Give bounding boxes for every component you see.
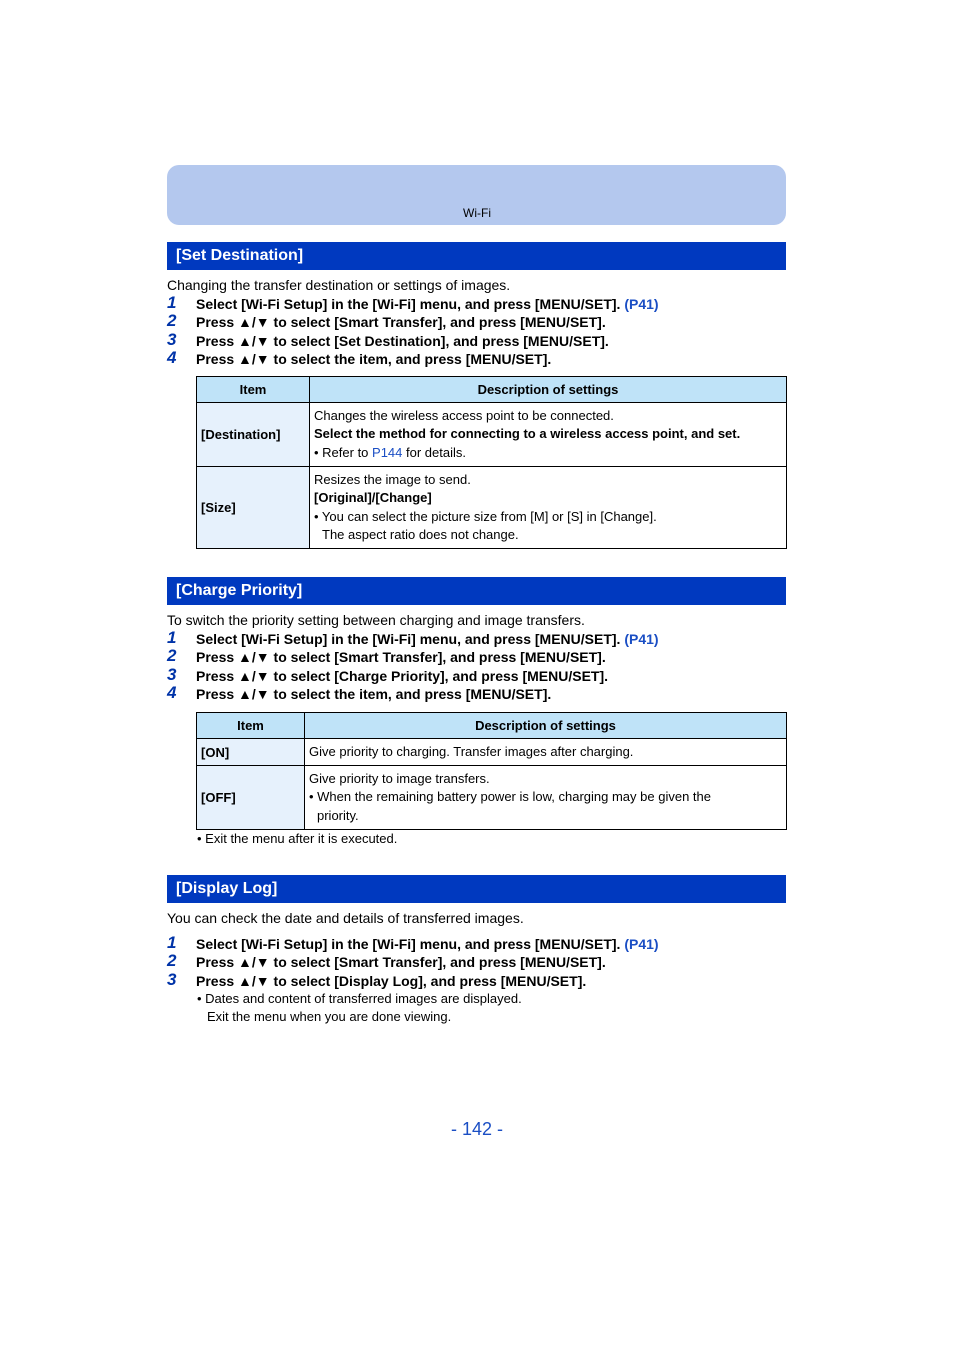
description-line: Give priority to charging. Transfer images after charging. [309, 743, 634, 759]
settings-table-destination [196, 376, 787, 549]
description-line: • You can select the picture size from [M] or [S] in [Change]. [314, 508, 657, 524]
description-line: Give priority to image transfers. [309, 770, 490, 786]
step-number: 1 [167, 628, 177, 647]
step-text: Press ▲/▼ to select [Smart Transfer], and press [MENU/SET]. [196, 954, 606, 970]
step-text: Press ▲/▼ to select [Display Log], and press [MENU/SET]. [196, 973, 587, 989]
table-row [197, 403, 787, 467]
description-line: Resizes the image to send. [314, 471, 471, 487]
note-line: • Dates and content of transferred images are displayed. [197, 991, 522, 1006]
step-text: Press ▲/▼ to select [Smart Transfer], and press [MENU/SET]. [196, 649, 606, 665]
item-description [305, 739, 787, 766]
item-description [310, 467, 787, 549]
description-line: The aspect ratio does not change. [322, 527, 519, 542]
step-text: Press ▲/▼ to select the item, and press [MENU/SET]. [196, 351, 552, 367]
item-description [310, 403, 787, 467]
section-title-display-log: [Display Log] [167, 875, 786, 903]
step-number: 2 [167, 951, 177, 970]
step-number: 3 [167, 970, 177, 989]
step-number: 2 [167, 646, 177, 665]
description-line: [Original]/[Change] [314, 490, 432, 505]
note-line: Exit the menu when you are done viewing. [207, 1009, 452, 1024]
item-name: [Destination] [197, 403, 310, 467]
description-line: Changes the wireless access point to be connected. [314, 407, 614, 423]
step-number: 1 [167, 933, 177, 952]
step-text: Select [Wi-Fi Setup] in the [Wi-Fi] menu, and press [MENU/SET]. [196, 631, 621, 647]
column-header-item: Item [197, 713, 305, 739]
page-link-p41[interactable]: (P41) [624, 631, 659, 647]
table-row [197, 766, 787, 830]
column-header-description: Description of settings [305, 713, 787, 739]
step-number: 3 [167, 330, 177, 349]
item-name: [ON] [197, 739, 305, 766]
item-name: [OFF] [197, 766, 305, 830]
section-intro: To switch the priority setting between charging and image transfers. [167, 612, 585, 628]
step-number: 2 [167, 311, 177, 330]
column-header-item: Item [197, 377, 310, 403]
step-text: Press ▲/▼ to select [Smart Transfer], and press [MENU/SET]. [196, 314, 606, 330]
item-name: [Size] [197, 467, 310, 549]
step-text: Press ▲/▼ to select [Charge Priority], and press [MENU/SET]. [196, 668, 609, 684]
page-link-p41[interactable]: (P41) [624, 936, 659, 952]
chapter-title: Wi-Fi [463, 206, 491, 220]
description-line: • When the remaining battery power is low, charging may be given the [309, 789, 711, 805]
section-title-charge-priority: [Charge Priority] [167, 577, 786, 605]
step-number: 4 [167, 348, 177, 367]
description-line: • Refer to P144 for details. [314, 444, 466, 460]
page-link-p41[interactable]: (P41) [624, 296, 659, 312]
item-description [305, 766, 787, 830]
section-intro: You can check the date and details of transferred images. [167, 910, 524, 926]
step-text: Press ▲/▼ to select the item, and press [MENU/SET]. [196, 686, 552, 702]
step-text: Select [Wi-Fi Setup] in the [Wi-Fi] menu, and press [MENU/SET]. [196, 296, 621, 312]
description-line: Select the method for connecting to a wireless access point, and set. [314, 426, 741, 442]
page-number: - 142 - [450, 1119, 504, 1139]
section-title-set-destination: [Set Destination] [167, 242, 786, 270]
step-number: 3 [167, 665, 177, 684]
section-intro: Changing the transfer destination or settings of images. [167, 277, 511, 293]
table-row [197, 739, 787, 766]
description-line: priority. [317, 807, 359, 823]
page-link-p144[interactable]: P144 [372, 444, 403, 460]
note-text [197, 990, 522, 1026]
step-number: 1 [167, 293, 177, 312]
column-header-description: Description of settings [310, 377, 787, 403]
settings-table-charge-priority [196, 712, 787, 830]
step-text: Select [Wi-Fi Setup] in the [Wi-Fi] menu, and press [MENU/SET]. [196, 936, 621, 952]
table-row [197, 467, 787, 549]
step-number: 4 [167, 683, 177, 702]
note-text: • Exit the menu after it is executed. [197, 831, 398, 846]
step-text: Press ▲/▼ to select [Set Destination], and press [MENU/SET]. [196, 333, 609, 349]
